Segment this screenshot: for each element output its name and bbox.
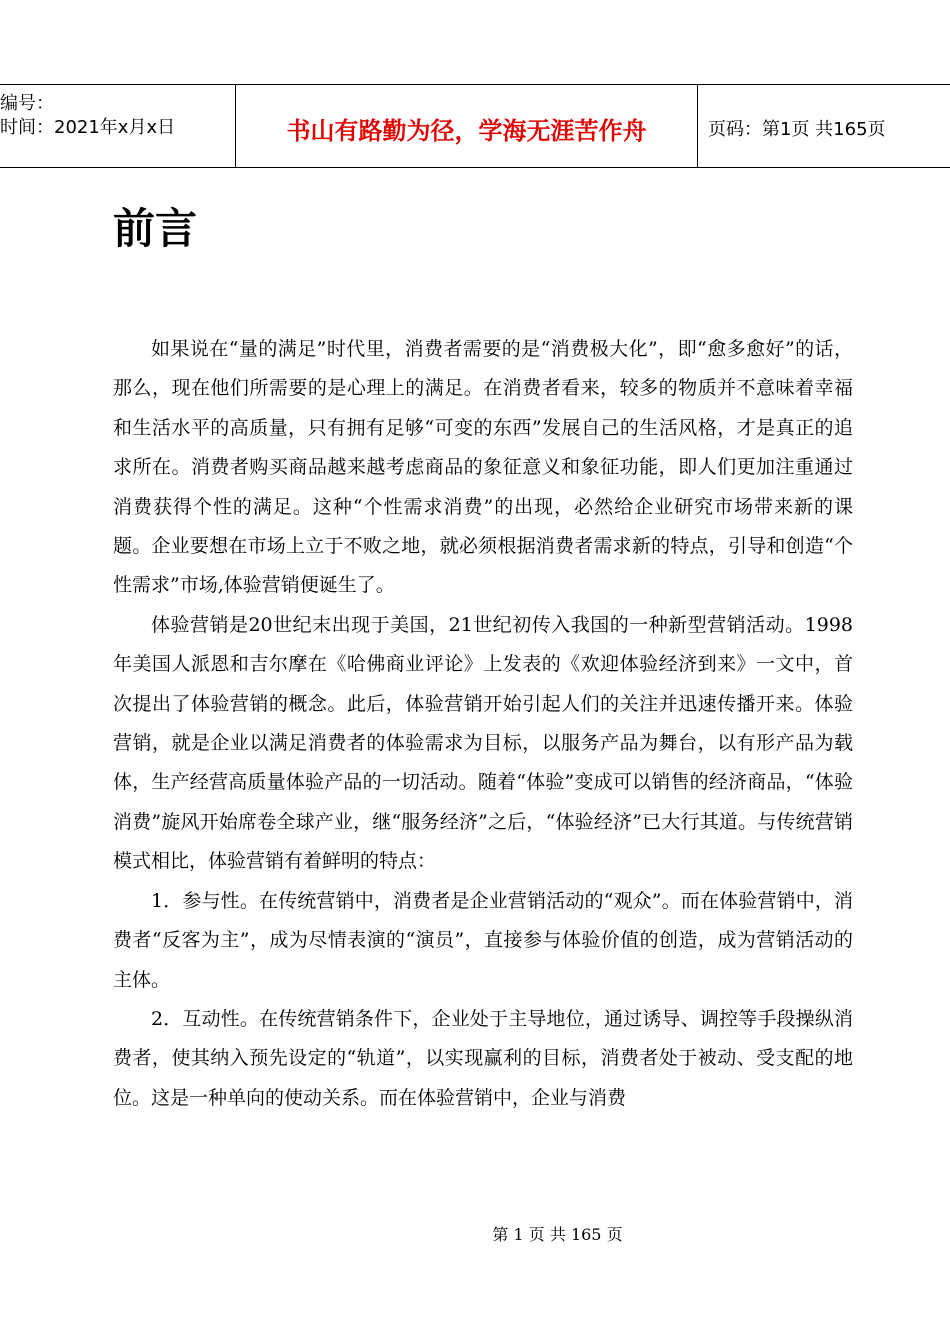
paragraph: 2．互动性。在传统营销条件下，企业处于主导地位，通过诱导、调控等手段操纵消费者，使其纳入预先设定的“轨道”，以实现赢利的目标，消费者处于被动、受支配的地位。这是一种单向的使动关系。而在体验营销中，企业与消费 (113, 1007, 853, 1109)
document-header (0, 84, 950, 168)
page-footer (0, 1222, 950, 1245)
header-motto-cell (236, 85, 698, 167)
date-label: 时间：2021年x月x日 (0, 117, 176, 138)
header-page-cell (698, 85, 950, 167)
header-meta-cell (0, 85, 236, 167)
paragraph: 体验营销是20世纪末出现于美国，21世纪初传入我国的一种新型营销活动。1998年美国人派恩和吉尔摩在《哈佛商业评论》上发表的《欢迎体验经济到来》一文中，首次提出了体验营销的概念。此后，体验营销开始引起人们的关注并迅速传播开来。体验营销，就是企业以满足消费者的体验需求为目标，以服务产品为舞台，以有形产品为载体，生产经营高质量体验产品的一切活动。随着“体验”变成可以销售的经济商品，“体验消费”旋风开始席卷全球产业，继“服务经济”之后，“体验经济”已大行其道。与传统营销模式相比，体验营销有着鲜明的特点： (113, 613, 853, 873)
footer-page-number: 第 1 页 共 165 页 (492, 1225, 623, 1244)
paragraph: 如果说在“量的满足”时代里，消费者需要的是“消费极大化”，即“愈多愈好”的话，那么，现在他们所需要的是心理上的满足。在消费者看来，较多的物质并不意味着幸福和生活水平的高质量，只有拥有足够“可变的东西”发展自己的生活风格，才是真正的追求所在。消费者购买商品越来越考虑商品的象征意义和象征功能，即人们更加注重通过消费获得个性的满足。这种“个性需求消费”的出现，必然给企业研究市场带来新的课题。企业要想在市场上立于不败之地，就必须根据消费者需求新的特点，引导和创造“个性需求”市场,体验营销便诞生了。 (113, 338, 853, 597)
document-body (113, 330, 853, 1118)
paragraph: 1．参与性。在传统营销中，消费者是企业营销活动的“观众”。而在体验营销中，消费者“反客为主”，成为尽情表演的“演员”，直接参与体验价值的创造，成为营销活动的主体。 (113, 889, 853, 991)
number-label: 编号： (0, 93, 54, 114)
page-title: 前言 (113, 204, 198, 253)
header-page-info: 页码：第1页 共165页 (708, 119, 886, 140)
motto-text: 书山有路勤为径，学海无涯苦作舟 (286, 116, 647, 145)
